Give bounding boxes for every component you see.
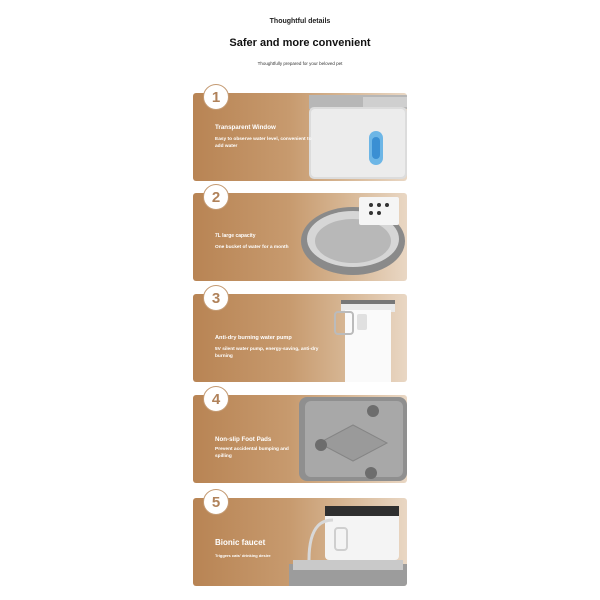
feature-description: Easy to observe water level, convenient to add water	[215, 137, 312, 149]
product-image-window	[303, 93, 407, 181]
feature-title: 7L large capacity	[215, 233, 256, 239]
feature-description: One bucket of water for a month	[215, 245, 289, 250]
feature-description: Prevent accidental bumping and spilling	[215, 447, 289, 459]
step-number-badge: 2	[203, 184, 229, 210]
page-title: Safer and more convenient	[229, 37, 371, 49]
feature-description: 5V silent water pump, energy-saving, anti-dry burning	[215, 347, 319, 359]
feature-title: Non-slip Foot Pads	[215, 436, 272, 443]
step-number-badge: 1	[203, 84, 229, 110]
product-image-capacity	[297, 193, 407, 281]
step-number-badge: 3	[203, 285, 229, 311]
feature-title: Anti-dry burning water pump	[215, 335, 292, 341]
product-image-foot-pads	[297, 395, 407, 483]
product-image-faucet	[289, 502, 407, 586]
step-number-badge: 5	[203, 489, 229, 515]
product-image-pump	[331, 298, 397, 382]
feature-title: Bionic faucet	[215, 538, 266, 547]
feature-title: Transparent Window	[215, 124, 276, 131]
step-number-badge: 4	[203, 386, 229, 412]
feature-description: Triggers cats' drinking desire	[215, 553, 271, 558]
page-subtitle: Thoughtfully prepared for your beloved pet	[257, 61, 343, 66]
section-kicker: Thoughtful details	[269, 18, 331, 25]
